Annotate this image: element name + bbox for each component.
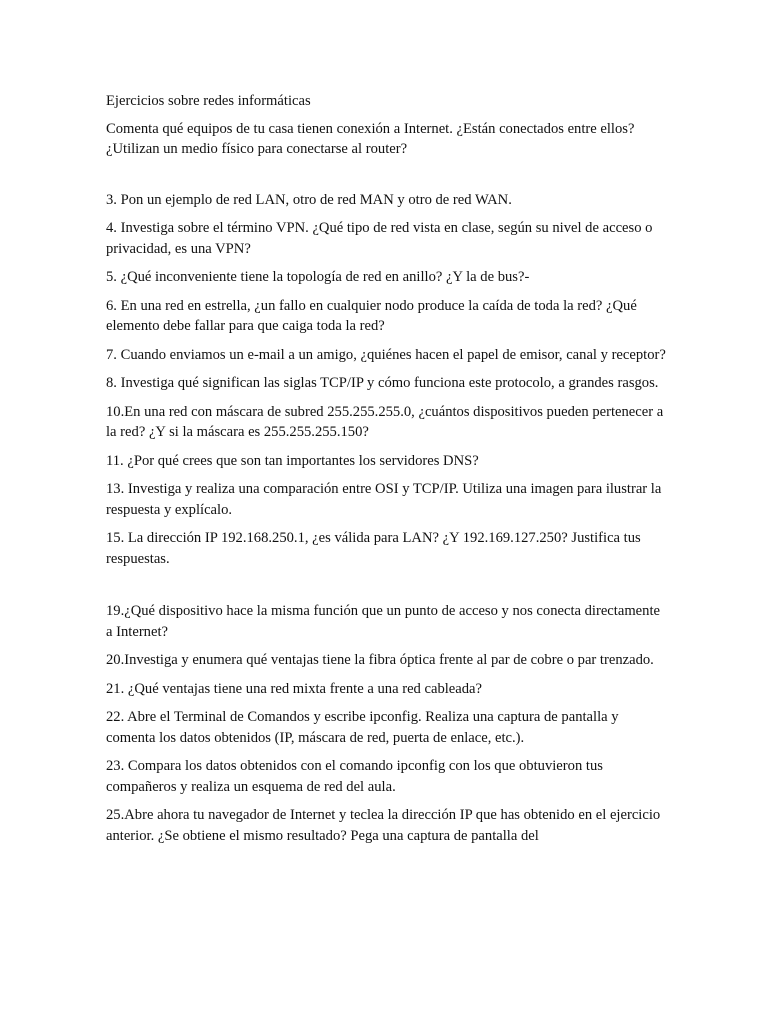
question-21: 21. ¿Qué ventajas tiene una red mixta frente a una red cableada? (106, 680, 483, 697)
question-8: 8. Investiga qué significan las siglas TCP/IP y cómo funciona este protocolo, a grandes rasgos. (106, 375, 659, 391)
question-25: 25.Abre ahora tu navegador de Internet y teclea la dirección IP que has obtenido en el ejercicio anterior. ¿Se obtiene el mismo resultado? Pega una captura de pantalla del (106, 807, 661, 844)
question-10: 10.En una red con máscara de subred 255.255.255.0, ¿cuántos dispositivos pueden pertenecer a la red? ¿Y si la máscara es 255.255.255.150? (106, 403, 664, 440)
question-20: 20.Investiga y enumera qué ventajas tiene la fibra óptica frente al par de cobre o par trenzado. (106, 652, 654, 668)
question-4: 4. Investiga sobre el término VPN. ¿Qué tipo de red vista en clase, según su nivel de acceso o privacidad, es una VPN? (106, 220, 653, 257)
question-13: 13. Investiga y realiza una comparación entre OSI y TCP/IP. Utiliza una imagen para ilustrar la respuesta y explícalo. (106, 481, 662, 518)
question-11: 11. ¿Por qué crees que son tan importantes los servidores DNS? (106, 452, 479, 469)
document-body (106, 91, 666, 854)
question-22: 22. Abre el Terminal de Comandos y escribe ipconfig. Realiza una captura de pantalla y comenta los datos obtenidos (IP, máscara de red, puerta de enlace, etc.). (106, 709, 619, 746)
question-5: 5. ¿Qué inconveniente tiene la topología de red en anillo? ¿Y la de bus?- (106, 269, 530, 285)
question-19: 19.¿Qué dispositivo hace la misma función que un punto de acceso y nos conecta directamente a Internet? (106, 603, 660, 640)
intro-paragraph: Comenta qué equipos de tu casa tienen conexión a Internet. ¿Están conectados entre ellos? ¿Utilizan un medio físico para conectarse al router? (106, 120, 635, 157)
question-6: 6. En una red en estrella, ¿un fallo en cualquier nodo produce la caída de toda la red? ¿Qué elemento debe fallar para que caiga toda la red? (106, 297, 637, 334)
question-15: 15. La dirección IP 192.168.250.1, ¿es válida para LAN? ¿Y 192.169.127.250? Justifica tus respuestas. (106, 530, 641, 567)
question-23: 23. Compara los datos obtenidos con el comando ipconfig con los que obtuvieron tus compañeros y realiza un esquema de red del aula. (106, 758, 603, 795)
question-7: 7. Cuando enviamos un e-mail a un amigo, ¿quiénes hacen el papel de emisor, canal y receptor? (106, 346, 666, 363)
document-title: Ejercicios sobre redes informáticas (106, 93, 311, 109)
question-3: 3. Pon un ejemplo de red LAN, otro de red MAN y otro de red WAN. (106, 191, 512, 208)
